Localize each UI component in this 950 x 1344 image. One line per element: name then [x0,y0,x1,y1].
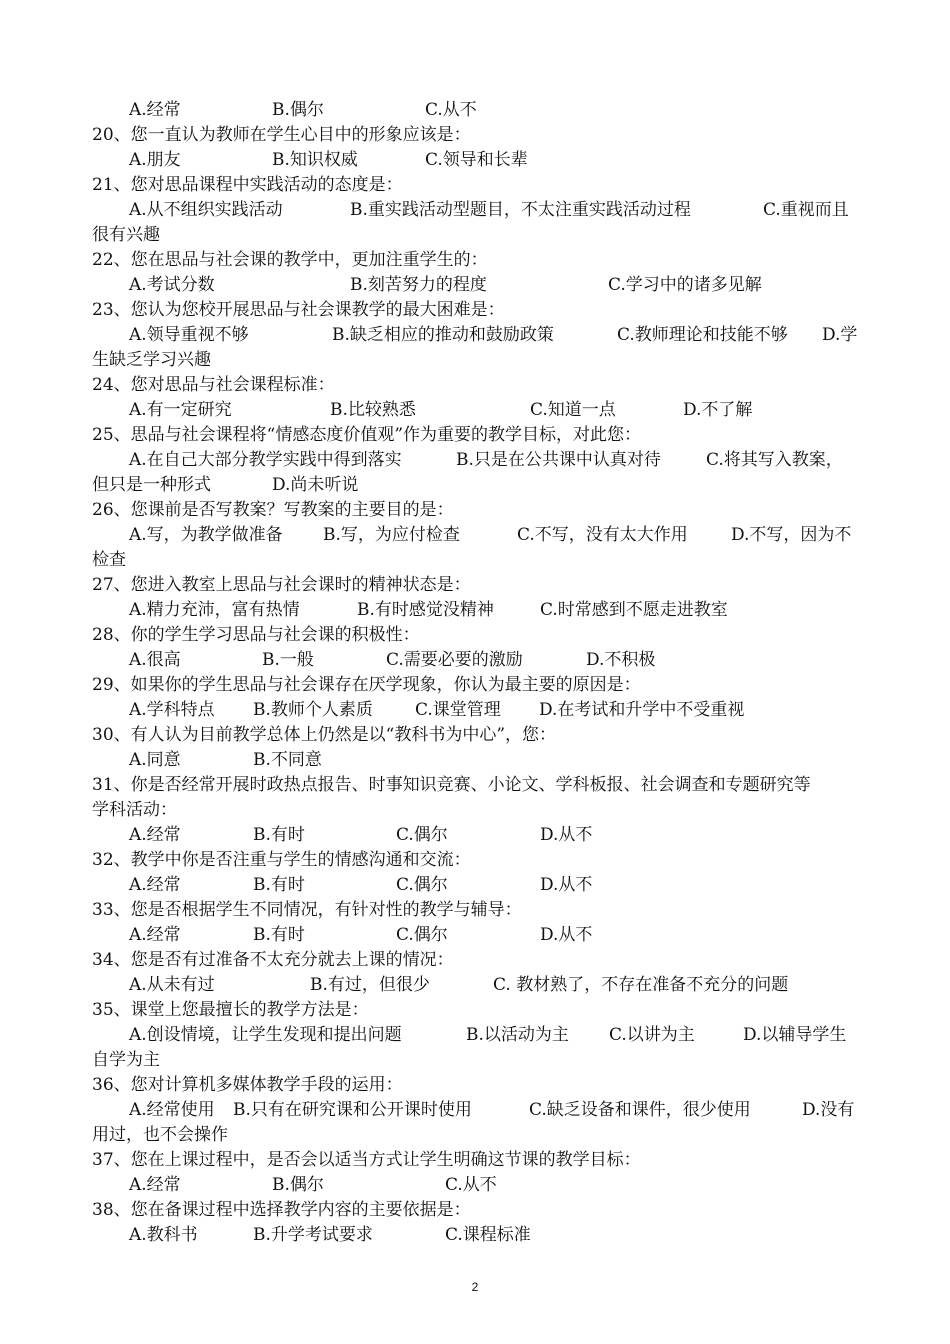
answer-options-line [92,698,862,723]
answer-option: D.没有 [802,1100,855,1120]
answer-option: B.偶尔 [272,1175,324,1195]
answer-option: B.只是在公共课中认真对待 [456,450,661,470]
answer-option: D.不写，因为不 [731,525,852,545]
question-text: 34、您是否有过准备不太充分就去上课的情况： [92,950,454,970]
answer-option: C.不写，没有太大作用 [517,525,688,545]
answer-option: B.比较熟悉 [330,400,416,420]
question-text: 28、你的学生学习思品与社会课的积极性： [92,625,420,645]
answer-option: D.从不 [540,925,593,945]
answer-option: D.不积极 [586,650,656,670]
answer-option: A.从未有过 [129,975,215,995]
question-text: 27、您进入教室上思品与社会课时的精神状态是： [92,575,471,595]
answer-option: C.以讲为主 [609,1025,695,1045]
answer-option: C.缺乏设备和课件，很少使用 [529,1100,751,1120]
answer-option: C.领导和长辈 [425,150,528,170]
answer-option: A.同意 [129,750,181,770]
answer-option: A.写，为教学做准备 [129,525,283,545]
answer-option: C.教师理论和技能不够 [617,325,788,345]
answer-option: C.时常感到不愿走进教室 [540,600,728,620]
answer-options-line [92,148,862,173]
question-text: 25、思品与社会课程将“情感态度价值观”作为重要的教学目标，对此您： [92,425,642,445]
answer-option: C. 教材熟了，不存在准备不充分的问题 [493,975,789,995]
question-text: 20、您一直认为教师在学生心目中的形象应该是： [92,125,471,145]
answer-options-line [92,98,862,123]
question-text: 36、您对计算机多媒体教学手段的运用： [92,1075,403,1095]
text-continuation: 用过，也不会操作 [92,1125,228,1145]
answer-option: B.有时 [253,875,305,895]
answer-options-line [92,1098,862,1123]
answer-options-line [92,923,862,948]
answer-options-line [92,973,862,998]
text-continuation: 自学为主 [92,1050,160,1070]
answer-option: A.创设情境，让学生发现和提出问题 [129,1025,402,1045]
answer-option: A.经常 [129,825,181,845]
answer-option: B.有时感觉没精神 [357,600,494,620]
answer-option: B.重实践活动型题目，不太注重实践活动过程 [350,200,691,220]
question-text: 33、您是否根据学生不同情况，有针对性的教学与辅导： [92,900,522,920]
question-text: 26、您课前是否写教案？写教案的主要目的是： [92,500,454,520]
question-text: 29、如果你的学生思品与社会课存在厌学现象，你认为最主要的原因是： [92,675,641,695]
answer-option: B.不同意 [253,750,322,770]
answer-option: A.经常 [129,925,181,945]
answer-options-line [92,523,862,548]
answer-option: D.以辅导学生 [743,1025,847,1045]
answer-option: D.在考试和升学中不受重视 [539,700,745,720]
question-text: 31、你是否经常开展时政热点报告、时事知识竞赛、小论文、学科板报、社会调查和专题研究等 [92,775,811,795]
answer-option: B.有过，但很少 [310,975,430,995]
answer-option: B.写，为应付检查 [323,525,460,545]
answer-options-line [92,1023,862,1048]
answer-option: B.升学考试要求 [253,1225,373,1245]
question-text: 23、您认为您校开展思品与社会课教学的最大困难是： [92,300,505,320]
answer-option: A.教科书 [129,1225,198,1245]
answer-option: A.从不组织实践活动 [129,200,283,220]
answer-option: C.课堂管理 [415,700,501,720]
answer-option: A.有一定研究 [129,400,232,420]
text-continuation: 生缺乏学习兴趣 [92,350,211,370]
answer-options-line [92,273,862,298]
answer-option: D.不了解 [683,400,753,420]
answer-options-line [92,748,862,773]
answer-option: B.知识权威 [272,150,358,170]
answer-option: D.尚未听说 [272,475,359,495]
answer-option: C.需要必要的激励 [386,650,523,670]
answer-option: A.很高 [129,650,181,670]
answer-option: B.刻苦努力的程度 [350,275,487,295]
answer-option: C.重视而且 [763,200,849,220]
answer-option: C.偶尔 [396,875,448,895]
answer-option: A.经常使用 [129,1100,215,1120]
answer-option: D.从不 [540,875,593,895]
questionnaire-content [92,98,862,1248]
answer-options-line [92,198,862,223]
answer-options-line [92,648,862,673]
answer-option: C.知道一点 [530,400,616,420]
question-text: 37、您在上课过程中，是否会以适当方式让学生明确这节课的教学目标： [92,1150,641,1170]
answer-option: A.在自己大部分教学实践中得到落实 [129,450,402,470]
answer-option: B.缺乏相应的推动和鼓励政策 [332,325,554,345]
answer-option: B.偶尔 [272,100,324,120]
answer-options-line [92,823,862,848]
answer-option: A.经常 [129,875,181,895]
answer-option: A.考试分数 [129,275,215,295]
question-text: 35、课堂上您最擅长的教学方法是： [92,1000,369,1020]
answer-option: C.从不 [445,1175,497,1195]
answer-option: B.只有在研究课和公开课时使用 [233,1100,472,1120]
answer-options-line [92,398,862,423]
answer-options-line [92,1223,862,1248]
answer-options-line [92,448,862,473]
answer-option: B.教师个人素质 [253,700,373,720]
question-text: 38、您在备课过程中选择教学内容的主要依据是： [92,1200,471,1220]
answer-option: B.有时 [253,925,305,945]
answer-option: B.一般 [262,650,314,670]
text-continuation: 很有兴趣 [92,225,160,245]
answer-option: D.学 [822,325,858,345]
answer-option: C.课程标准 [445,1225,531,1245]
answer-option: B.有时 [253,825,305,845]
answer-option: A.经常 [129,1175,181,1195]
text-continuation: 学科活动： [92,800,177,820]
answer-options-line [92,323,862,348]
question-text: 21、您对思品课程中实践活动的态度是： [92,175,403,195]
question-text: 22、您在思品与社会课的教学中，更加注重学生的： [92,250,488,270]
answer-options-line [92,598,862,623]
answer-option: 但只是一种形式 [92,475,211,495]
answer-option: D.从不 [540,825,593,845]
answer-option: A.学科特点 [129,700,215,720]
answer-option: C.偶尔 [396,925,448,945]
page-number: 2 [471,1280,479,1294]
text-continuation: 检查 [92,550,126,570]
answer-option: A.领导重视不够 [129,325,249,345]
answer-options-line [92,873,862,898]
answer-option: C.从不 [425,100,477,120]
answer-option: C.偶尔 [396,825,448,845]
answer-option: A.朋友 [129,150,181,170]
answer-options-line [92,473,862,498]
answer-options-line [92,1173,862,1198]
answer-option: A.精力充沛，富有热情 [129,600,300,620]
answer-option: C.学习中的诸多见解 [608,275,762,295]
answer-option: B.以活动为主 [466,1025,569,1045]
question-text: 32、教学中你是否注重与学生的情感沟通和交流： [92,850,471,870]
question-text: 24、您对思品与社会课程标准： [92,375,335,395]
answer-option: A.经常 [129,100,181,120]
question-text: 30、有人认为目前教学总体上仍然是以“教科书为中心”，您： [92,725,557,745]
answer-option: C.将其写入教案， [706,450,843,470]
